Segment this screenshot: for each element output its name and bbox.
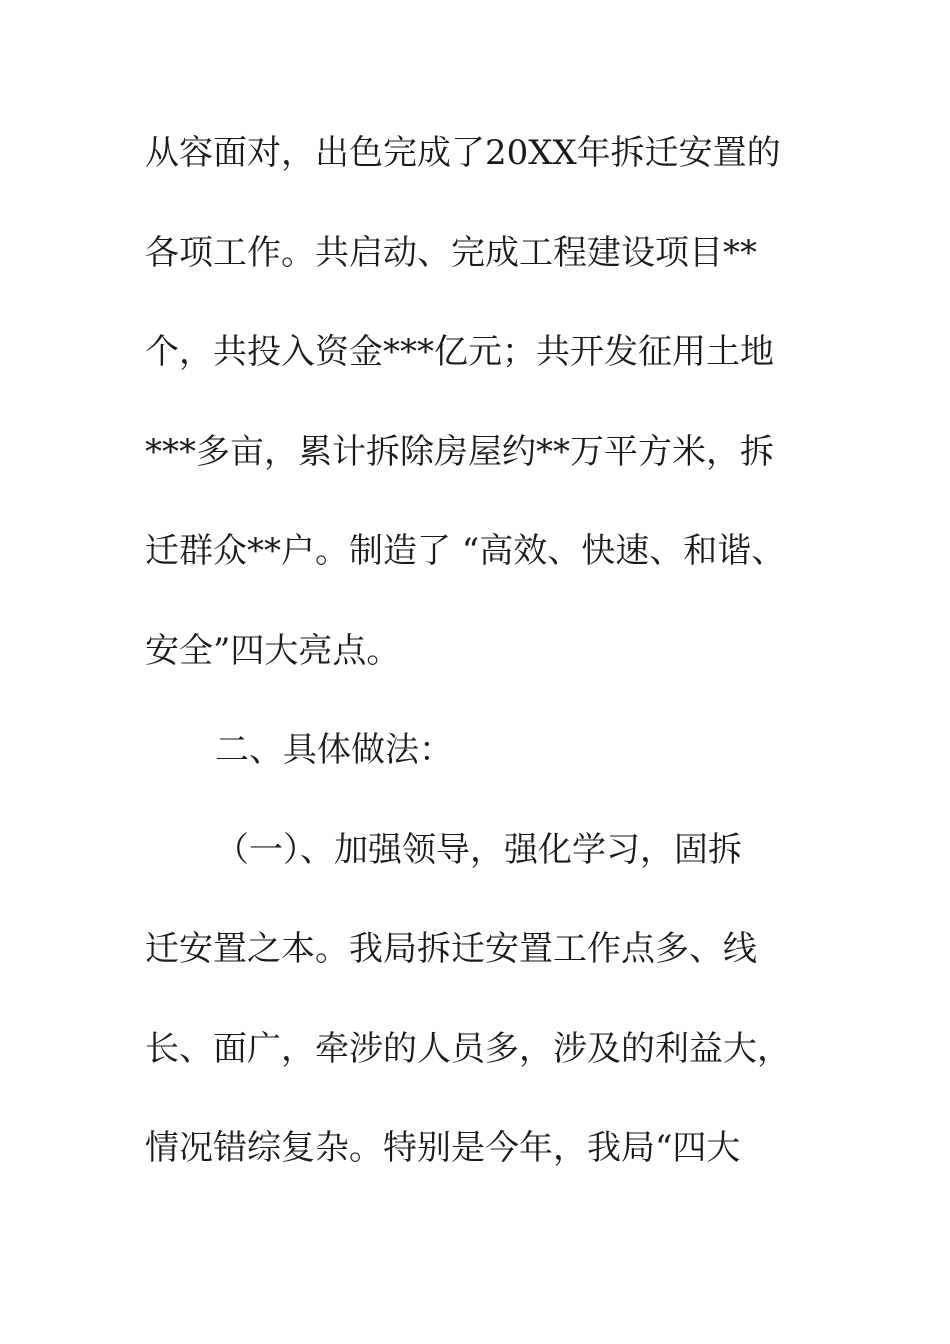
body-text-line: 迁群众**户。制造了 “高效、快速、和谐、	[145, 531, 786, 571]
body-text-line: 迁安置之本。我局拆迁安置工作点多、线	[145, 929, 757, 969]
body-text-line: 从容面对，出色完成了20XX年拆迁安置的	[145, 133, 781, 173]
body-text-line: 各项工作。共启动、完成工程建设项目**	[145, 233, 757, 273]
body-text-line: 长、面广，牵涉的人员多，涉及的利益大，	[145, 1029, 791, 1069]
section-heading: 二、具体做法：	[215, 730, 453, 770]
body-text-line: 个，共投入资金***亿元；共开发征用土地	[145, 332, 774, 372]
body-text-line: 情况错综复杂。特别是今年，我局“四大	[145, 1128, 741, 1168]
subsection-heading: （一）、加强领导，强化学习，固拆	[215, 830, 742, 870]
body-text-line: ***多亩，累计拆除房屋约**万平方米，拆	[145, 432, 774, 472]
body-text-line: 安全”四大亮点。	[145, 631, 401, 671]
